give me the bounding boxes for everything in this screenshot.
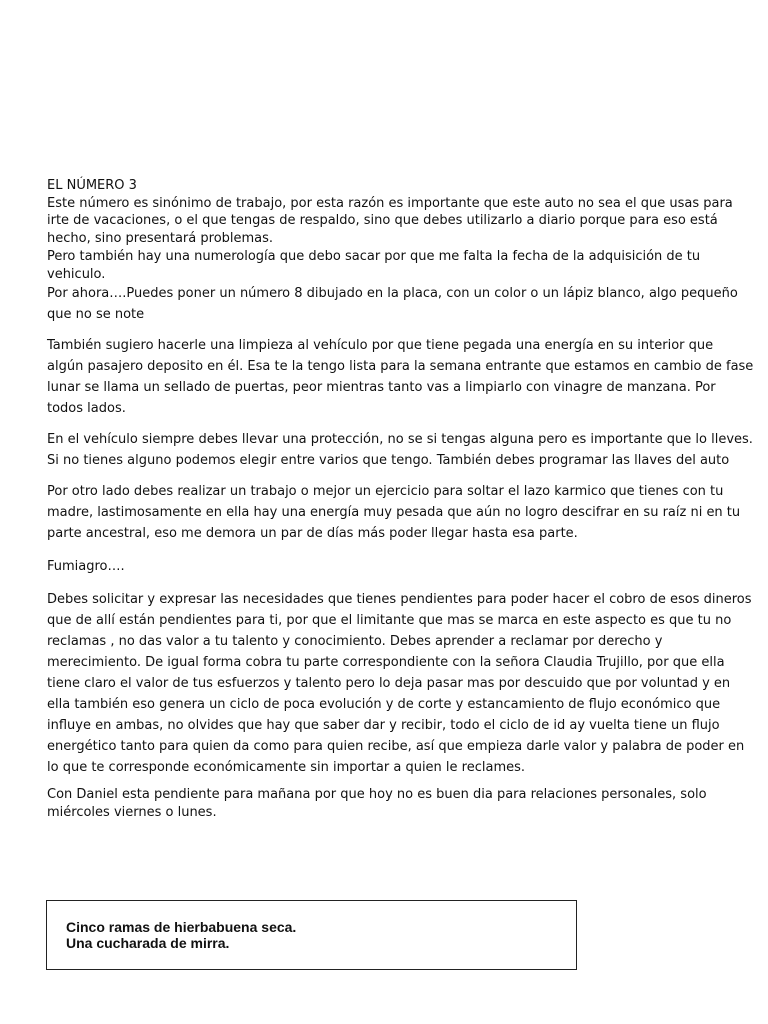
paragraph-solicitar	[47, 589, 752, 778]
paragraph-line: algún pasajero deposito en él. Esa te la tengo lista para la semana entrante que estamos en cambio de fase	[47, 359, 754, 374]
paragraph-line: Debes solicitar y expresar las necesidades que tienes pendientes para poder hacer el cobro de esos dineros	[47, 592, 752, 607]
paragraph-proteccion	[47, 429, 753, 471]
paragraph-limpieza	[47, 335, 754, 419]
paragraph-line: que de allí están pendientes para ti, por que el limitante que mas se marca en este aspecto es que tu no	[47, 613, 732, 628]
intro-line: que no se note	[47, 307, 145, 323]
note-box	[46, 900, 577, 970]
paragraph-line: En el vehículo siempre debes llevar una protección, no se si tengas alguna pero es importante que lo lleves.	[47, 432, 753, 447]
paragraph-line: tiene claro el valor de tus esfuerzos y talento pero lo deja pasar mas por descuido que por voluntad y en	[47, 676, 731, 691]
paragraph-line: merecimiento. De igual forma cobra tu parte correspondiente con la señora Claudia Trujillo, por que ella	[47, 655, 725, 670]
intro-line: hecho, sino presentará problemas.	[47, 231, 274, 247]
paragraph-line: Si no tienes alguno podemos elegir entre varios que tengo. También debes programar las llaves del auto	[47, 453, 730, 468]
note-box-text	[66, 919, 296, 951]
paragraph-line: También sugiero hacerle una limpieza al vehículo por que tiene pegada una energía en su interior que	[47, 338, 714, 353]
paragraph-line: todos lados.	[47, 401, 126, 416]
paragraph-line: lo que te corresponde económicamente sin importar a quien le reclames.	[47, 760, 526, 775]
intro-line: vehiculo.	[47, 266, 106, 282]
paragraph-line: energético tanto para quien da como para quien recibe, así que empieza darle valor y palabra de poder en	[47, 739, 745, 754]
intro-line: Pero también hay una numerología que debo sacar por que me falta la fecha de la adquisición de tu	[47, 248, 701, 264]
paragraph-karmico	[47, 481, 741, 544]
paragraph-line: ella también eso genera un ciclo de poca evolución y de corte y estancamiento de flujo económico que	[47, 697, 721, 712]
paragraph-line: parte ancestral, eso me demora un par de días más poder llegar hasta esa parte.	[47, 526, 578, 541]
paragraph-daniel	[47, 786, 725, 821]
intro-line: Por ahora….Puedes poner un número 8 dibujado en la placa, con un color o un lápiz blanco, algo pequeño	[47, 286, 738, 302]
note-line: Cinco ramas de hierbabuena seca.	[66, 919, 297, 935]
paragraph-line: influye en ambas, no olvides que hay que saber dar y recibir, todo el ciclo de id ay vuelta tiene un flujo	[47, 718, 720, 733]
paragraph-line: Por otro lado debes realizar un trabajo o mejor un ejercicio para soltar el lazo karmico que tienes con tu	[47, 484, 724, 499]
intro-section	[47, 177, 738, 325]
document-title: EL NÚMERO 3	[47, 178, 137, 193]
paragraph-line: madre, lastimosamente en ella hay una energía muy pesada que aún no logro descifrar en su raíz ni en tu	[47, 505, 741, 520]
paragraph-line: reclamas , no das valor a tu talento y conocimiento. Debes aprender a reclamar por derecho y	[47, 634, 663, 649]
paragraph-line: Fumiagro….	[47, 559, 125, 574]
paragraph-fumiagro	[47, 556, 725, 577]
intro-line: irte de vacaciones, o el que tengas de respaldo, sino que debes utilizarlo a diario porque para eso está	[47, 213, 718, 229]
note-line: Una cucharada de mirra.	[66, 935, 230, 951]
paragraph-line: miércoles viernes o lunes.	[47, 804, 217, 820]
paragraph-line: lunar se llama un sellado de puertas, peor mientras tanto vas a limpiarlo con vinagre de manzana. Por	[47, 380, 716, 395]
intro-line: Este número es sinónimo de trabajo, por esta razón es importante que este auto no sea el que usas para	[47, 195, 733, 211]
paragraph-line: Con Daniel esta pendiente para mañana por que hoy no es buen dia para relaciones personales, solo	[47, 787, 707, 802]
